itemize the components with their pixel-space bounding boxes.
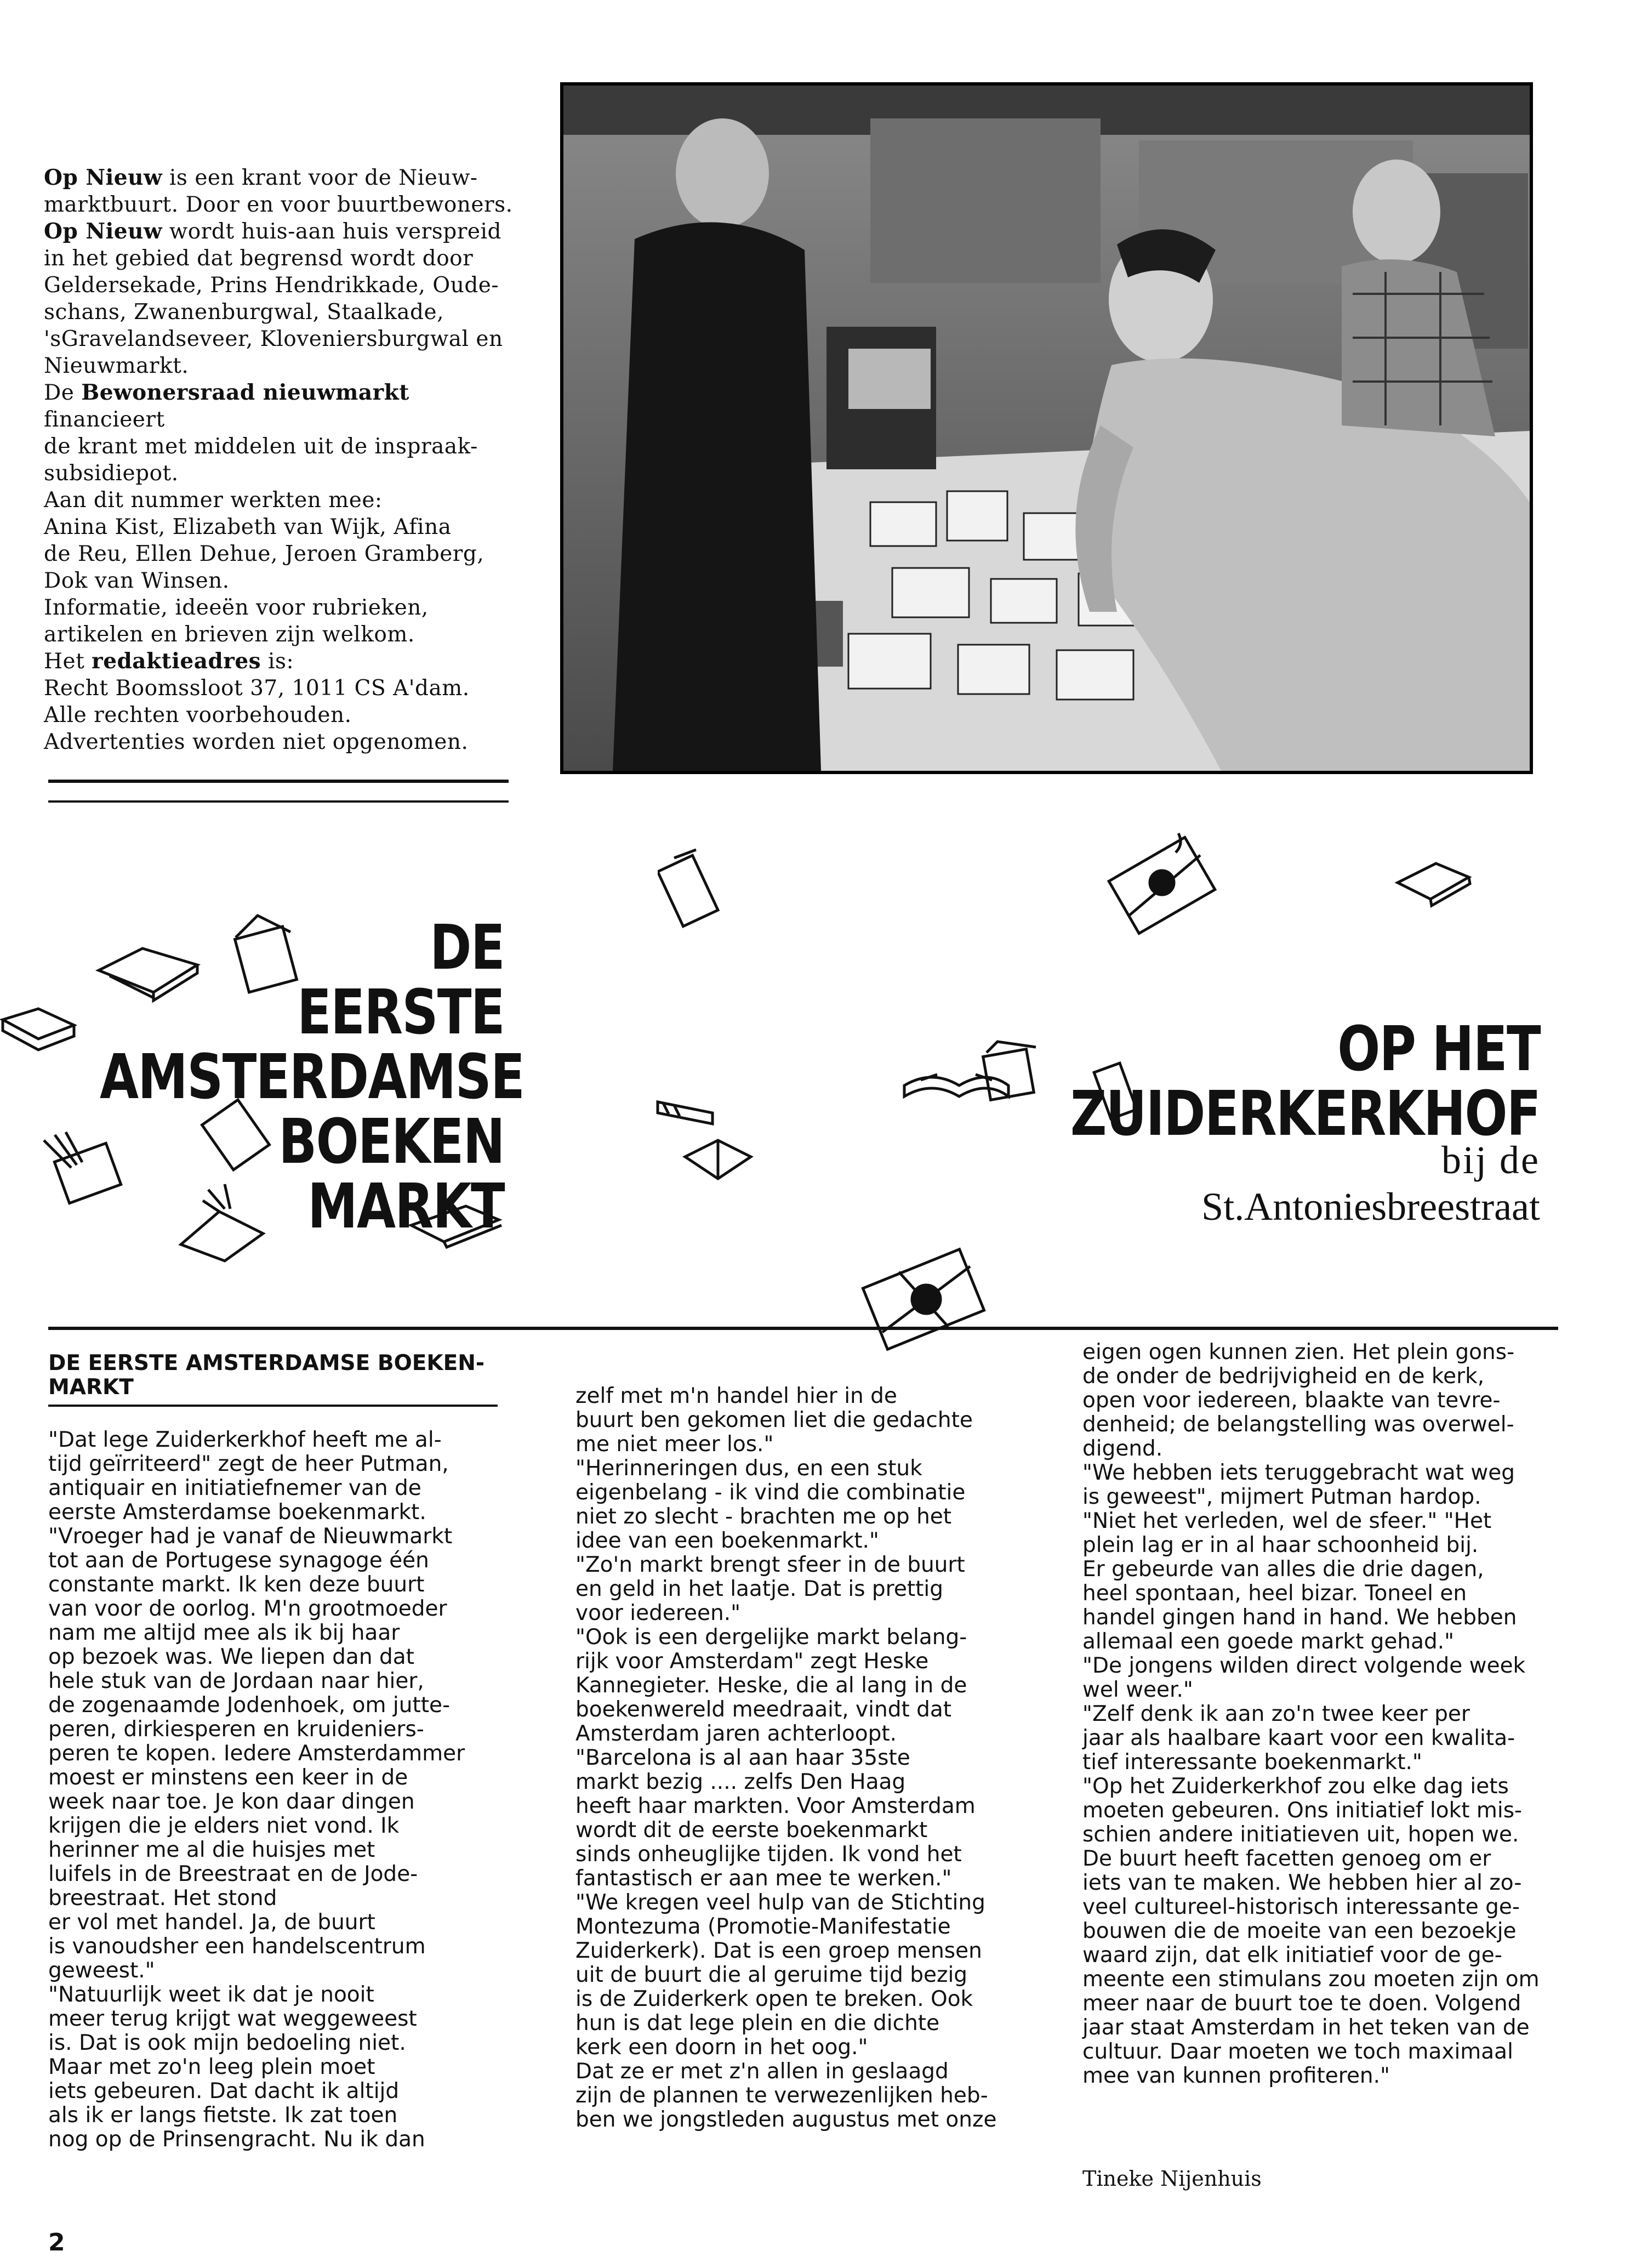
article-column-2 — [575, 1384, 1069, 2132]
rule-left-top — [48, 780, 509, 783]
small-open-book-icon — [680, 1129, 756, 1184]
upright-book-icon — [658, 844, 723, 932]
fanned-book-icon — [27, 1118, 132, 1212]
column-text: "Dat lege Zuiderkerkhof heeft me al- tijd geïrriteerd" zegt de heer Putman, antiquair en initiatiefnemer van de eerste Amsterdamse boekenmarkt. "Vroeger had je vanaf de Nieuwmarkt tot aan de Portugese synagoge één constante markt. Ik ken deze buurt van voor de oorlog. M'n grootmoeder nam me altijd mee als ik bij haar op bezoek was. We liepen dan dat hele stuk van de Jordaan naar hier, de zogenaamde Jodenhoek, om jutte- peren, dirkiesperen en kruideniers- peren te kopen. Iedere Amsterdammer moest er minstens een keer in de week naar toe. Je kon daar dingen krijgen die je elders niet vond. Ik herinner me al die huisjes met luifels in de Breestraat en de Jode- breestraat. Het stond er vol met handel. Ja, de buurt is vanoudsher een handelscentrum geweest." "Natuurlijk weet ik dat je nooit meer terug krijgt wat weggeweest is. Dat is ook mijn bedoeling niet. Maar met zo'n leeg plein moet iets gebeuren. Dat dacht ik altijd als ik er langs fietste. Ik zat toen nog op de Prinsengracht. Nu ik dan — [48, 1428, 465, 2152]
closed-book-icon — [0, 998, 77, 1053]
box-book-icon — [976, 1036, 1047, 1107]
page-number: 2 — [48, 2229, 65, 2256]
heading-line: OP HET — [1337, 1014, 1540, 1085]
open-pages-icon — [170, 1179, 274, 1266]
colophon-para-5: Informatie, ideeën voor rubrieken, artikelen en brieven zijn welkom. — [44, 595, 429, 647]
heading-line: AMSTERDAMSE — [100, 1042, 525, 1113]
colophon-para-4: Aan dit nummer werkten mee: Anina Kist, Elizabeth van Wijk, Afina de Reu, Ellen Dehue, Jeroen Gramberg, Dok van Winsen. — [44, 488, 484, 593]
subheading-street: St.Antoniesbreestraat — [1201, 1185, 1540, 1229]
colophon-para-3: De Bewonersraad nieuwmarkt financieert de krant met middelen uit de inspraak- subsidiepot. — [44, 380, 478, 486]
rule-left-top-2 — [48, 800, 509, 803]
byline: Tineke Nijenhuis — [1082, 2167, 1262, 2191]
tilted-book-icon — [197, 1091, 280, 1179]
wrapped-book-icon — [850, 1239, 997, 1360]
heading-line: ZUIDERKERKHOF — [1070, 1078, 1540, 1150]
article-title: DE EERSTE AMSTERDAMSE BOEKEN- MARKT — [48, 1351, 485, 1400]
column-text: zelf met m'n handel hier in de buurt ben gekomen liet die gedachte me niet meer los." "Herinneringen dus, en een stuk eigenbelang - ik vind die combinatie niet zo slecht - brachten me op het idee van een boekenmarkt." "Zo'n markt brengt sfeer in de buurt en geld in het laatje. Dat is prettig voor iedereen." "Ook is een dergelijke markt belang- rijk voor Amsterdam" zegt Heske Kannegieter. Heske, die al lang in de boekenwereld meedraait, vindt dat Amsterdam jaren achterloopt. "Barcelona is al aan haar 35ste markt bezig .... zelfs Den Haag heeft haar markten. Voor Amsterdam wordt dit de eerste boekenmarkt sinds onheuglijke tijden. Ik vond het fantastisch er aan mee te werken." "We kregen veel hulp van de Stichting Montezuma (Promotie-Manifestatie Zuiderkerk). Dat is een groep mensen uit de buurt die al geruime tijd bezig is de Zuiderkerk open te breken. Ook hun is dat lege plein en die dichte kerk een doorn in het oog." Dat ze er met z'n allen in geslaagd zijn de plannen te verwezenlijken heb- ben we jongstleden augustus met onze — [575, 1384, 997, 2132]
rolled-book-icon — [652, 1091, 723, 1129]
leaning-book-icon — [1091, 1055, 1140, 1127]
heading-line: EERSTE — [297, 977, 504, 1048]
heading-line: MARKT — [307, 1171, 504, 1242]
article-column-1 — [48, 1428, 531, 2152]
book-market-photo — [560, 82, 1533, 774]
open-book-icon — [93, 937, 203, 1003]
colophon-para-1: Op Nieuw is een krant voor de Nieuw- marktbuurt. Door en voor buurtbewoners. — [44, 165, 513, 217]
book-market-photo-icon — [563, 86, 1530, 771]
heading-line: BOEKEN — [278, 1106, 504, 1178]
rule-section-top — [48, 1327, 1558, 1330]
column-text: eigen ogen kunnen zien. Het plein gons- de onder de bedrijvigheid en de kerk, open voor iedereen, blaakte van tevre- denheid; de belangstelling was overwel- digend. "We hebben iets teruggebracht wat weg is geweest", mijmert Putman hardop. "Niet het verleden, wel de sfeer." "Het plein lag er in al haar schoonheid bij. Er gebeurde van alles die drie dagen, heel spontaan, heel bizar. Toneel en handel gingen hand in hand. We hebben allemaal een goede markt gehad." "De jongens wilden direct volgende week wel weer." "Zelf denk ik aan zo'n twee keer per jaar als haalbare kaart voor een kwalita- tief interessante boekenmarkt." "Op het Zuiderkerkhof zou elke dag iets moeten gebeuren. Ons initiatief lokt mis- schien andere initiatieven uit, hopen we. De buurt heeft facetten genoeg om er iets van te maken. We hebben hier al zo- veel cultureel-historisch interessante ge- bouwen die de moeite van een bezoekje waard zijn, dat elk initiatief voor de ge- meente een stimulans zou moeten zijn om meer naar de buurt toe te doen. Volgend jaar staat Amsterdam in het teken van de cultuur. Daar moeten we toch maximaal mee van kunnen profiteren." — [1082, 1340, 1540, 2088]
subheading-bij-de: bij de — [1441, 1138, 1540, 1182]
colophon-para-6: Het redaktieadres is: Recht Boomssloot 37, 1011 CS A'dam. Alle rechten voorbehouden. Advertenties worden niet opgenomen. — [44, 649, 470, 754]
lying-book-icon — [1392, 855, 1474, 910]
article-column-3 — [1082, 1340, 1565, 2088]
gift-book-icon — [1096, 828, 1228, 937]
colophon-para-2: Op Nieuw wordt huis-aan huis verspreid in het gebied dat begrensd wordt door Geldersekade, Prins Hendrikkade, Oude- schans, Zwanenburgwal, Staalkade, 'sGravelandseveer, Kloveniersburgwal en Nieuwmarkt. — [44, 219, 503, 378]
book-stack-icon — [225, 910, 312, 998]
heading-line: DE — [430, 912, 504, 984]
flat-book-icon — [406, 1201, 504, 1250]
rule-title-underline — [48, 1405, 498, 1407]
colophon — [44, 164, 521, 755]
